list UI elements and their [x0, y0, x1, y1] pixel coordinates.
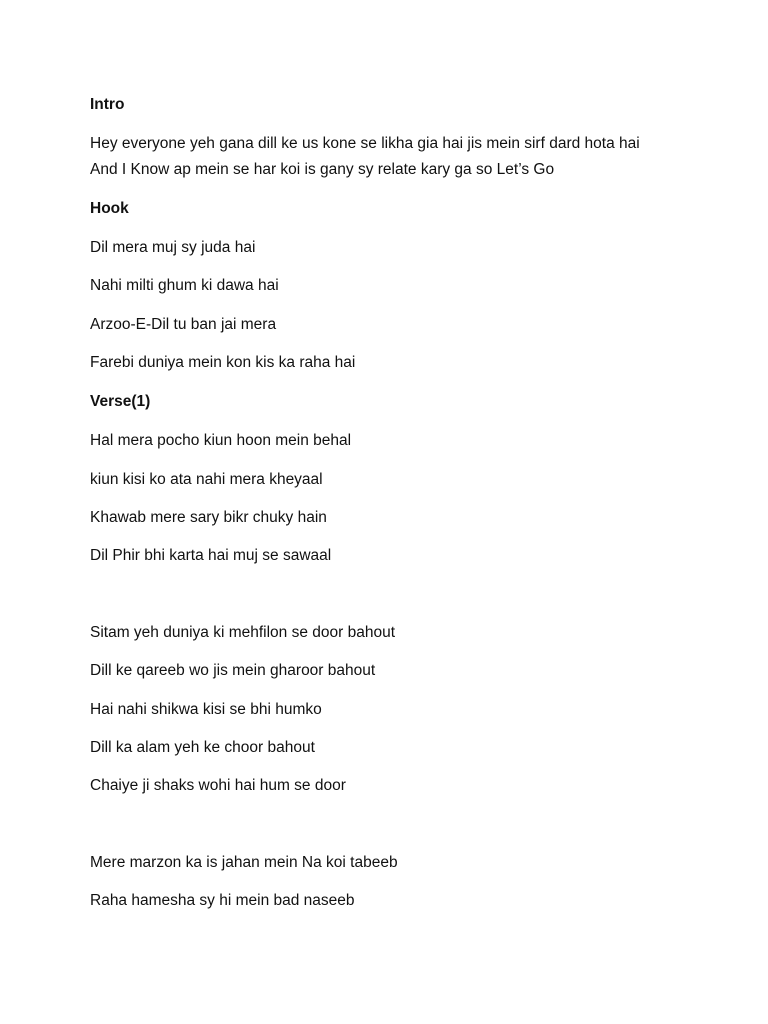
verse2-line: Chaiye ji shaks wohi hai hum se door	[90, 777, 346, 794]
verse3-line: Mere marzon ka is jahan mein Na koi tabeeb	[90, 854, 398, 871]
verse1-line: Hal mera pocho kiun hoon mein behal	[90, 432, 352, 449]
verse1-line: kiun kisi ko ata nahi mera kheyaal	[90, 471, 323, 488]
hook-line: Arzoo-E-Dil tu ban jai mera	[90, 316, 277, 333]
verse2-line: Sitam yeh duniya ki mehfilon se door bahout	[90, 624, 396, 641]
verse1-line: Khawab mere sary bikr chuky hain	[90, 509, 327, 526]
verse2-line: Dill ka alam yeh ke choor bahout	[90, 739, 315, 756]
intro-line: Hey everyone yeh gana dill ke us kone se likha gia hai jis mein sirf dard hota hai	[90, 135, 640, 152]
hook-line: Farebi duniya mein kon kis ka raha hai	[90, 354, 356, 371]
verse2-line: Hai nahi shikwa kisi se bhi humko	[90, 701, 322, 718]
verse2-line: Dill ke qareeb wo jis mein gharoor bahout	[90, 662, 376, 679]
verse1-line: Dil Phir bhi karta hai muj se sawaal	[90, 547, 332, 564]
hook-line: Nahi milti ghum ki dawa hai	[90, 277, 279, 294]
verse3-line: Raha hamesha sy hi mein bad naseeb	[90, 892, 355, 909]
intro-line: And I Know ap mein se har koi is gany sy relate kary ga so Let’s Go	[90, 161, 555, 178]
intro-heading: Intro	[90, 96, 125, 113]
hook-heading: Hook	[90, 200, 129, 217]
verse1-heading: Verse(1)	[90, 393, 151, 410]
hook-line: Dil mera muj sy juda hai	[90, 239, 256, 256]
